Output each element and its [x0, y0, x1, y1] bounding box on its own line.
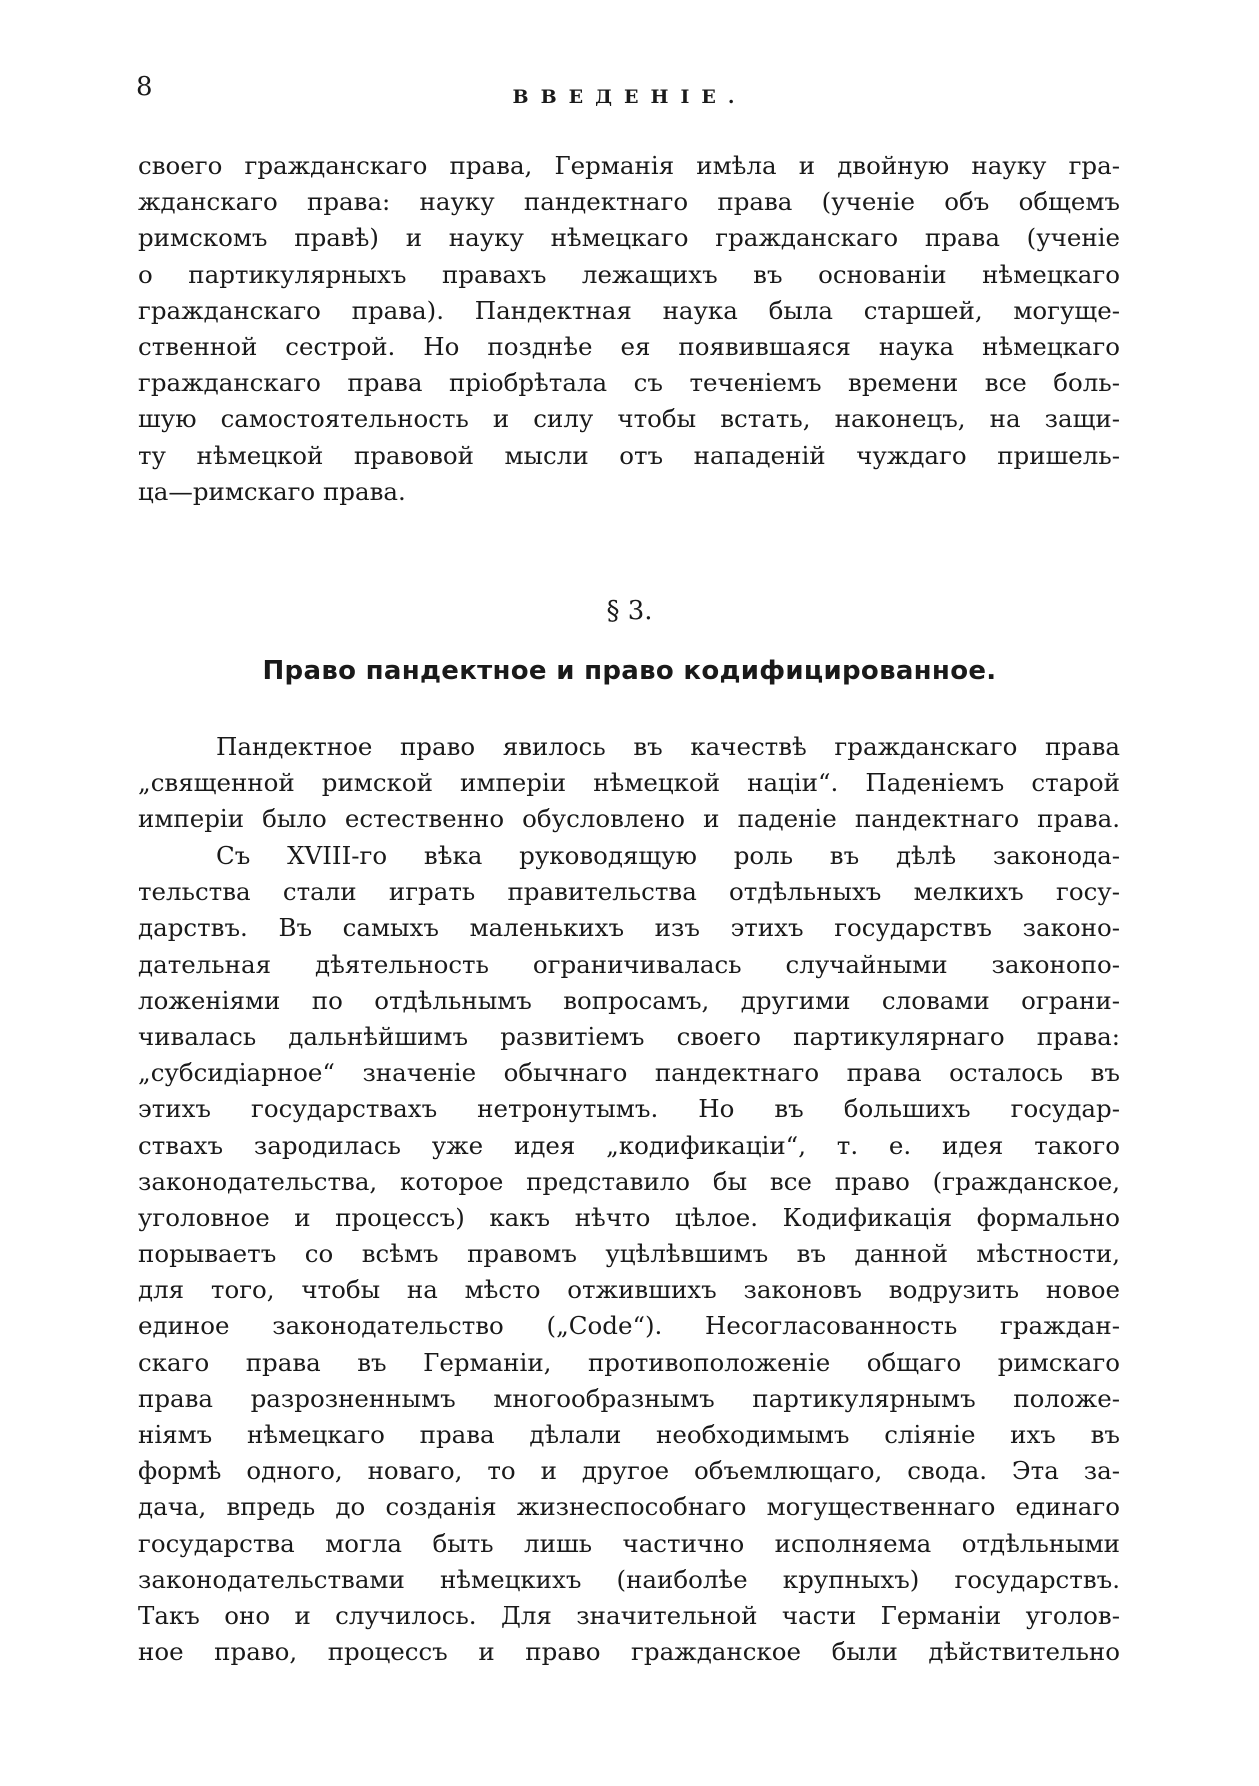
paragraph-2: [138, 838, 1120, 1670]
text-line: дательная дѣятельность ограничивалась случайными законопо-: [138, 949, 1120, 979]
text-line: формѣ одного, новаго, то и другое объемлющаго, свода. Эта за-: [138, 1456, 1120, 1486]
top-paragraph: [138, 148, 1120, 510]
text-line: для того, чтобы на мѣсто отжившихъ законовъ водрузить новое: [138, 1275, 1120, 1305]
text-line: ственной сестрой. Но позднѣе ея появившаяся наука нѣмецкаго: [138, 331, 1120, 361]
text-line: Такъ оно и случилось. Для значительной части Германіи уголов-: [138, 1600, 1120, 1630]
text-line: „субсидіарное“ значеніе обычнаго пандектнаго права осталось въ: [138, 1058, 1120, 1088]
text-line: тельства стали играть правительства отдѣльныхъ мелкихъ госу-: [138, 877, 1120, 907]
page-number: 8: [136, 72, 153, 102]
text-line: ца—римскаго права.: [138, 476, 406, 506]
text-line: ное право, процессъ и право гражданское были дѣйствительно: [138, 1637, 1120, 1667]
text-line: шую самостоятельность и силу чтобы встать, наконецъ, на защи-: [138, 404, 1120, 434]
text-line: чивалась дальнѣйшимъ развитіемъ своего партикулярнаго права:: [138, 1021, 1120, 1051]
section-number: § 3.: [606, 596, 653, 626]
text-line: гражданскаго права). Пандектная наука была старшей, могуще-: [138, 295, 1120, 325]
text-line: римскомъ правѣ) и науку нѣмецкаго гражданскаго права (ученіе: [138, 223, 1120, 253]
text-line: о партикулярныхъ правахъ лежащихъ въ основаніи нѣмецкаго: [138, 259, 1120, 289]
text-line: имперіи было естественно обусловлено и паденіе пандектнаго права.: [138, 804, 1120, 834]
text-line: законодательства, которое представило бы все право (гражданское,: [138, 1166, 1120, 1196]
paragraph-1: [138, 729, 1120, 838]
text-line: ту нѣмецкой правовой мысли отъ нападеній чуждаго пришель-: [138, 440, 1120, 470]
text-line: этихъ государствахъ нетронутымъ. Но въ большихъ государ-: [138, 1094, 1120, 1124]
text-line: своего гражданскаго права, Германія имѣла и двойную науку гра-: [138, 151, 1120, 180]
text-line: ложеніями по отдѣльнымъ вопросамъ, другими словами ограни-: [138, 985, 1120, 1015]
text-line: Съ XVIII-го вѣка руководящую роль въ дѣлѣ законода-: [216, 841, 1120, 870]
text-line: Пандектное право явилось въ качествѣ гражданскаго права: [216, 732, 1120, 761]
text-line: ніямъ нѣмецкаго права дѣлали необходимымъ сліяніе ихъ въ: [138, 1420, 1120, 1449]
text-line: жданскаго права: науку пандектнаго права (ученіе объ общемъ: [138, 187, 1120, 217]
running-title: ВВЕДЕНІЕ.: [512, 86, 747, 108]
text-line: ствахъ зародилась уже идея „кодификаціи“, т. е. идея такого: [138, 1130, 1120, 1160]
text-line: государства могла быть лишь частично исполняема отдѣльными: [138, 1528, 1120, 1558]
text-line: порываетъ со всѣмъ правомъ уцѣлѣвшимъ въ данной мѣстности,: [138, 1239, 1120, 1269]
text-line: законодательствами нѣмецкихъ (наиболѣе крупныхъ) государствъ.: [138, 1564, 1120, 1594]
text-line: права разрозненнымъ многообразнымъ партикулярнымъ положе-: [138, 1383, 1120, 1413]
section-title: Право пандектное и право кодифицированное.: [262, 656, 997, 686]
text-line: дарствъ. Въ самыхъ маленькихъ изъ этихъ государствъ законо-: [138, 913, 1120, 943]
text-line: „священной римской имперіи нѣмецкой націи“. Паденіемъ старой: [138, 768, 1120, 798]
text-line: уголовное и процессъ) какъ нѣчто цѣлое. Кодификація формально: [138, 1202, 1120, 1232]
text-line: скаго права въ Германіи, противоположеніе общаго римскаго: [138, 1347, 1120, 1377]
text-line: единое законодательство („Code“). Несогласованность граждан-: [138, 1311, 1120, 1341]
text-line: дача, впредь до созданія жизнеспособнаго могущественнаго единаго: [138, 1492, 1120, 1522]
text-line: гражданскаго права пріобрѣтала съ теченіемъ времени все боль-: [138, 368, 1120, 398]
